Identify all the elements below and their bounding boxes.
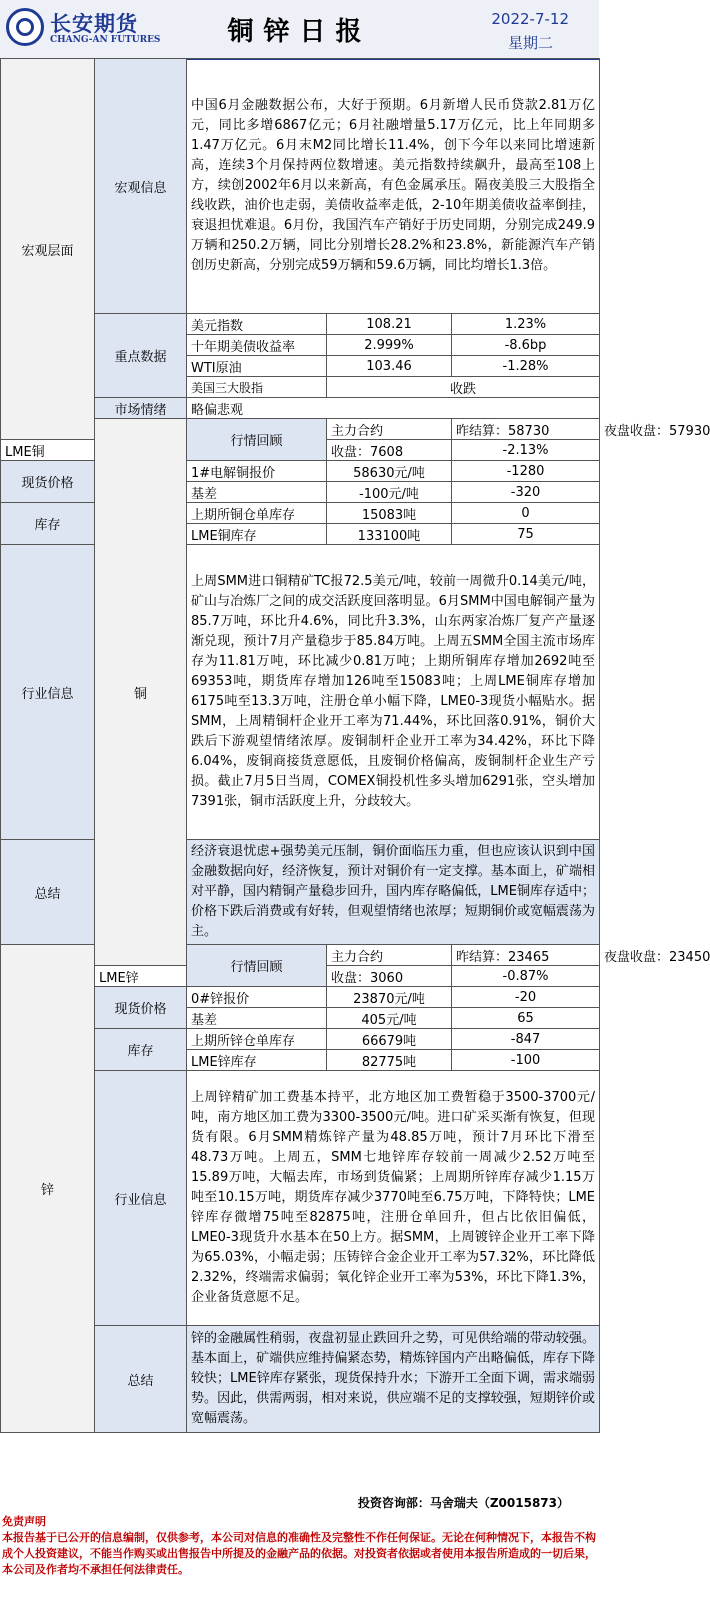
zinc-stock-cell: 上期所锌仓单库存 — [187, 1029, 327, 1050]
zinc-review-cell: 主力合约 — [327, 945, 452, 966]
macro-data-change: -1.28% — [452, 356, 600, 377]
zinc-review-cell: -0.87% — [452, 966, 600, 987]
macro-data-value: 108.21 — [327, 314, 452, 335]
report-date: 2022-7-12 — [491, 10, 569, 28]
macro-info-text: 中国6月金融数据公布，大好于预期。6月新增人民币贷款2.81万亿元，同比多增6867亿元；6月社融增量5.17万亿元，比上年同期多1.47万亿元。6月末M2同比增长11.4%，创下今年以来同比增速新高，连续3个月保持两位数增速。美元指数持续飙升，最高至108上方，续创2002年6月以来新高，有色金属承压。隔夜美股三大股指全线收跌，油价也走弱，美债收益率走低，2-10年期美债收益率倒挂，衰退担忧难退。6月份，我国汽车产销好于历史同期，分别完成249.9万辆和250.2万辆，同比分别增长28.2%和23.8%，新能源汽车产销创历史新高，分别完成59万辆和59.6万辆，同比均增长1.3倍。 — [187, 59, 600, 314]
report-weekday: 星期二 — [507, 34, 553, 52]
zinc-spot-label: 现货价格 — [95, 987, 187, 1029]
section-zinc: 锌 — [1, 945, 95, 1433]
copper-spot-cell: 1#电解铜报价 — [187, 461, 327, 482]
macro-data-value: 2.999% — [327, 335, 452, 356]
zinc-spot-cell: 405元/吨 — [327, 1008, 452, 1029]
copper-summary-text: 经济衰退忧虑+强势美元压制，铜价面临压力重，但也应该认识到中国金融数据向好，经济恢复，预计对铜价有一定支撑。基本面上，矿端相对平静，国内精铜产量稳步回升，国内库存略偏低，LME铜库存适中；价格下跌后消费或有好转，但观望情绪也浓厚；短期铜价或宽幅震荡为主。 — [187, 840, 600, 945]
copper-stock-cell: 133100吨 — [327, 524, 452, 545]
copper-industry-text: 上周SMM进口铜精矿TC报72.5美元/吨，较前一周微升0.14美元/吨，矿山与冶炼厂之间的成交活跃度回落明显。6月SMM中国电解铜产量为85.7万吨，环比升4.6%，同比升3.3%，山东两家冶炼厂复产产量逐渐兑现，预计7月产量稳步于85.84万吨。上周五SMM全国主流市场库存为11.81万吨，环比减少0.81万吨；上期所铜库存增加2692吨至69353吨，期货库存增加126吨至15083吨；上周LME铜库存增加6175吨至13.3万吨，注册仓单小幅下降，LME0-3现货小幅贴水。据SMM，上周精铜杆企业开工率为71.44%，环比回落0.91%，铜价大跌后下游观望情绪浓厚。废铜制杆企业开工率为34.42%，环比下降6.04%，废铜商接货意愿低，且废铜价格偏高，废铜制杆企业生产亏损。截止7月5日当周，COMEX铜投机性多头增加6291张，空头增加7391张，铜市活跃度上升，分歧较大。 — [187, 545, 600, 840]
zinc-review-label: 行情回顾 — [187, 945, 327, 987]
macro-data-name: 十年期美债收益率 — [187, 335, 327, 356]
zinc-industry-text: 上周锌精矿加工费基本持平，北方地区加工费暂稳于3500-3700元/吨，南方地区加工费为3300-3500元/吨。进口矿采买渐有恢复，但现货有限。6月SMM精炼锌产量为48.85万吨，预计7月环比下滑至48.73万吨。上周五，SMM七地锌库存较前一周减少2.52万吨至15.89万吨，大幅去库，市场到货偏紧；上周期所锌库存减少1.15万吨至10.15万吨，期货库存减少3770吨至6.75万吨，下降特快；LME锌库存微增75吨至82875吨，注册仓单回升，但占比依旧偏低，LME0-3现货升水基本在50上方。据SMM，上周镀锌企业开工率下降为65.03%，小幅走弱；压铸锌合金企业开工率为57.32%，环比降低2.32%，终端需求偏弱；氧化锌企业开工率为53%，环比下降1.3%，企业备货意愿不足。 — [187, 1071, 600, 1326]
copper-review-cell: LME铜 — [1, 440, 95, 461]
copper-stock-cell: LME铜库存 — [187, 524, 327, 545]
macro-info-label: 宏观信息 — [95, 59, 187, 314]
zinc-summary-label: 总结 — [95, 1326, 187, 1433]
copper-stock-cell: 0 — [452, 503, 600, 524]
copper-spot-cell: -100元/吨 — [327, 482, 452, 503]
copper-summary-label: 总结 — [1, 840, 95, 945]
copper-review-label: 行情回顾 — [187, 419, 327, 461]
zinc-spot-cell: -20 — [452, 987, 600, 1008]
zinc-stock-label: 库存 — [95, 1029, 187, 1071]
report-title: 铜锌日报 — [227, 17, 372, 47]
macro-data-name: WTI原油 — [187, 356, 327, 377]
section-copper: 铜 — [95, 419, 187, 966]
macro-data-value: 103.46 — [327, 356, 452, 377]
macro-data-change: -8.6bp — [452, 335, 600, 356]
copper-spot-cell: -320 — [452, 482, 600, 503]
copper-stock-label: 库存 — [1, 503, 95, 545]
macro-data-label: 重点数据 — [95, 314, 187, 398]
zinc-stock-cell: 82775吨 — [327, 1050, 452, 1071]
disclaimer-text: 本报告基于已公开的信息编制，仅供参考，本公司对信息的准确性及完整性不作任何保证。无论在何种情况下，本报告不构成个人投资建议，不能当作购买或出售报告中所提及的金融产品的依据。对投资者依据或者使用本报告所造成的一切后果，本公司及作者均不承担任何法律责任。 — [2, 1531, 596, 1576]
disclaimer — [0, 1514, 599, 1578]
copper-stock-cell: 上期所铜仓单库存 — [187, 503, 327, 524]
copper-spot-cell: 基差 — [187, 482, 327, 503]
zinc-spot-cell: 23870元/吨 — [327, 987, 452, 1008]
macro-data-change: 1.23% — [452, 314, 600, 335]
logo-chinese-name: 长安期货 — [50, 12, 138, 36]
copper-review-cell: -2.13% — [452, 440, 600, 461]
copper-stock-cell: 75 — [452, 524, 600, 545]
report-header — [0, 0, 599, 60]
macro-data-name: 美元指数 — [187, 314, 327, 335]
copper-industry-label: 行业信息 — [1, 545, 95, 840]
copper-spot-cell: -1280 — [452, 461, 600, 482]
zinc-summary-text: 锌的金融属性稍弱，夜盘初显止跌回升之势，可见供给端的带动较强。基本面上，矿端供应维持偏紧态势，精炼锌国内产出略偏低，库存下降较快；LME锌库存紧张，现货保持升水；下游开工全面下调，需求端弱势。因此，供需两弱，相对来说，供应端不足的支撑较强，短期锌价或宽幅震荡。 — [187, 1326, 600, 1433]
macro-stocks-name: 美国三大股指 — [187, 377, 327, 398]
report-table: 宏观层面 宏观信息 中国6月金融数据公布，大好于预期。6月新增人民币贷款2.81万亿元，同比多增6867亿元；6月社融增量5.17万亿元，比上年同期多1.47万亿元。6月末M2同比增长11.4%，创下今年以来同比增速新高，连续3个月保持两位数增速。美元指数持续飙升，最高至108上方，续创2002年6月以来新高，有色金属承压。隔夜美股三大股指全线收跌，油价也走弱，美债收益率走低，2-10年期美债收益率倒挂，衰退担忧难退。6月份，我国汽车产销好于历史同期，分别完成249.9万辆和250.2万辆，同比分别增长28.2%和23.8%，新能源汽车产销创历史新高，分别完成59万辆和59.6万辆，同比均增长1.3倍。 重点数据 美元指数 108.21 1.23% 十年期美债收益率 2.999% -8.6bp WTI原油 103.46 -1.28% 美国三大股指 收跌 市场情绪 略偏悲观 铜 行情回顾 主力合约 昨结算：58730 夜盘收盘：57930 LME铜 收盘：7608 -2.13% 现货价格 1#电解铜报价 58630元/吨 -1280 基差 -100元/吨 -320 库存 上期所铜仓单库存 15083吨 0 LME铜库存 133100吨 75 行业信息 上周SMM进口铜精矿TC报72.5美元/吨，较前一周微升0.14美元/吨，矿山与冶炼厂之间的成交活跃度回落明显。6月SMM中国电解铜产量为85.7万吨，环比升4.6%，同比升3.3%，山东两家冶炼厂复产产量逐渐兑现，预计7月产量稳步于85.84万吨。上周五SMM全国主流市场库存为11.81万吨，环比减少0.81万吨；上期所铜库存增加2692吨至69353吨，期货库存增加126吨至15083吨；上周LME铜库存增加6175吨至13.3万吨，注册仓单小幅下降，LME0-3现货小幅贴水。据SMM，上周精铜杆企业开工率为71.44%，环比回落0.91%，铜价大跌后下游观望情绪浓厚。废铜制杆企业开工率为34.42%，环比下降6.04%，废铜商接货意愿低，且废铜价格偏高，废铜制杆企业生产亏损。截止7月5日当周，COMEX铜投机性多头增加6291张，空头增加7391张，铜市活跃度上升，分歧较大。 总结 经济衰退忧虑+强势美元压制，铜价面临压力重，但也应该认识到中国金融数据向好，经济恢复，预计对铜价有一定支撑。基本面上，矿端相对平静，国内精铜产量稳步回升，国内库存略偏低，LME铜库存适中；价格下跌后消费或有好转，但观望情绪也浓厚；短期铜价或宽幅震荡为主。 锌 行情回顾 主力合约 昨结算：23465 夜盘收盘：23450 LME锌 收盘：3060 -0.87% 现货价格 0#锌报价 23870元/吨 -20 基差 405元/吨 65 库存 上期所锌仓单库存 66679吨 -847 LME锌库存 82775吨 -100 行业信息 上周锌精矿加工费基本持平，北方地区加工费暂稳于3500-3700元/吨，南方地区加工费为3300-3500元/吨。进口矿采买渐有恢复，但现货有限。6月SMM精炼锌产量为48.85万吨，预计7月环比下滑至48.73万吨。上周五，SMM七地锌库存较前一周减少2.52万吨至15.89万吨，大幅去库，市场到货偏紧；上周期所锌库存减少1.15万吨至10.15万吨，期货库存减少3770吨至6.75万吨，下降特快；LME锌库存微增75吨至82875吨，注册仓单回升，但占比依旧偏低，LME0-3现货升水基本在50上方。据SMM，上周镀锌企业开工率下降为65.03%，小幅走弱；压铸锌合金企业开工率为57.32%，环比降低2.32%，终端需求偏弱；氧化锌企业开工率为53%，环比下降1.3%，企业备货意愿不足。 总结 锌的金融属性稍弱，夜盘初显止跌回升之势，可见供给端的带动较强。基本面上，矿端供应维持偏紧态势，精炼锌国内产出略偏低，库存下降较快；LME锌库存紧张，现货保持升水；下游开工全面下调，需求端弱势。因此，供需两弱，相对来说，供应端不足的支撑较强，短期锌价或宽幅震荡。 — [0, 58, 600, 1433]
zinc-stock-cell: -847 — [452, 1029, 600, 1050]
zinc-review-cell: 昨结算：23465 — [452, 945, 600, 966]
macro-sentiment-value: 略偏悲观 — [187, 398, 600, 419]
zinc-stock-cell: 66679吨 — [327, 1029, 452, 1050]
copper-spot-cell: 58630元/吨 — [327, 461, 452, 482]
zinc-spot-cell: 基差 — [187, 1008, 327, 1029]
zinc-industry-label: 行业信息 — [95, 1071, 187, 1326]
zinc-review-cell: 收盘：3060 — [327, 966, 452, 987]
zinc-review-cell: LME锌 — [95, 966, 187, 987]
macro-stocks-value: 收跌 — [327, 377, 600, 398]
zinc-stock-cell: LME锌库存 — [187, 1050, 327, 1071]
copper-spot-label: 现货价格 — [1, 461, 95, 503]
zinc-spot-cell: 65 — [452, 1008, 600, 1029]
logo-english-name: CHANG-AN FUTURES — [50, 35, 161, 45]
zinc-spot-cell: 0#锌报价 — [187, 987, 327, 1008]
zinc-stock-cell: -100 — [452, 1050, 600, 1071]
copper-review-cell: 主力合约 — [327, 419, 452, 440]
macro-sentiment-label: 市场情绪 — [95, 398, 187, 419]
analyst-signature: 投资咨询部：马舍瑞夫（Z0015873） — [357, 1496, 569, 1510]
copper-review-cell: 收盘：7608 — [327, 440, 452, 461]
copper-stock-cell: 15083吨 — [327, 503, 452, 524]
copper-review-cell: 昨结算：58730 — [452, 419, 600, 440]
section-macro: 宏观层面 — [1, 59, 95, 440]
disclaimer-title: 免责声明 — [2, 1515, 46, 1528]
